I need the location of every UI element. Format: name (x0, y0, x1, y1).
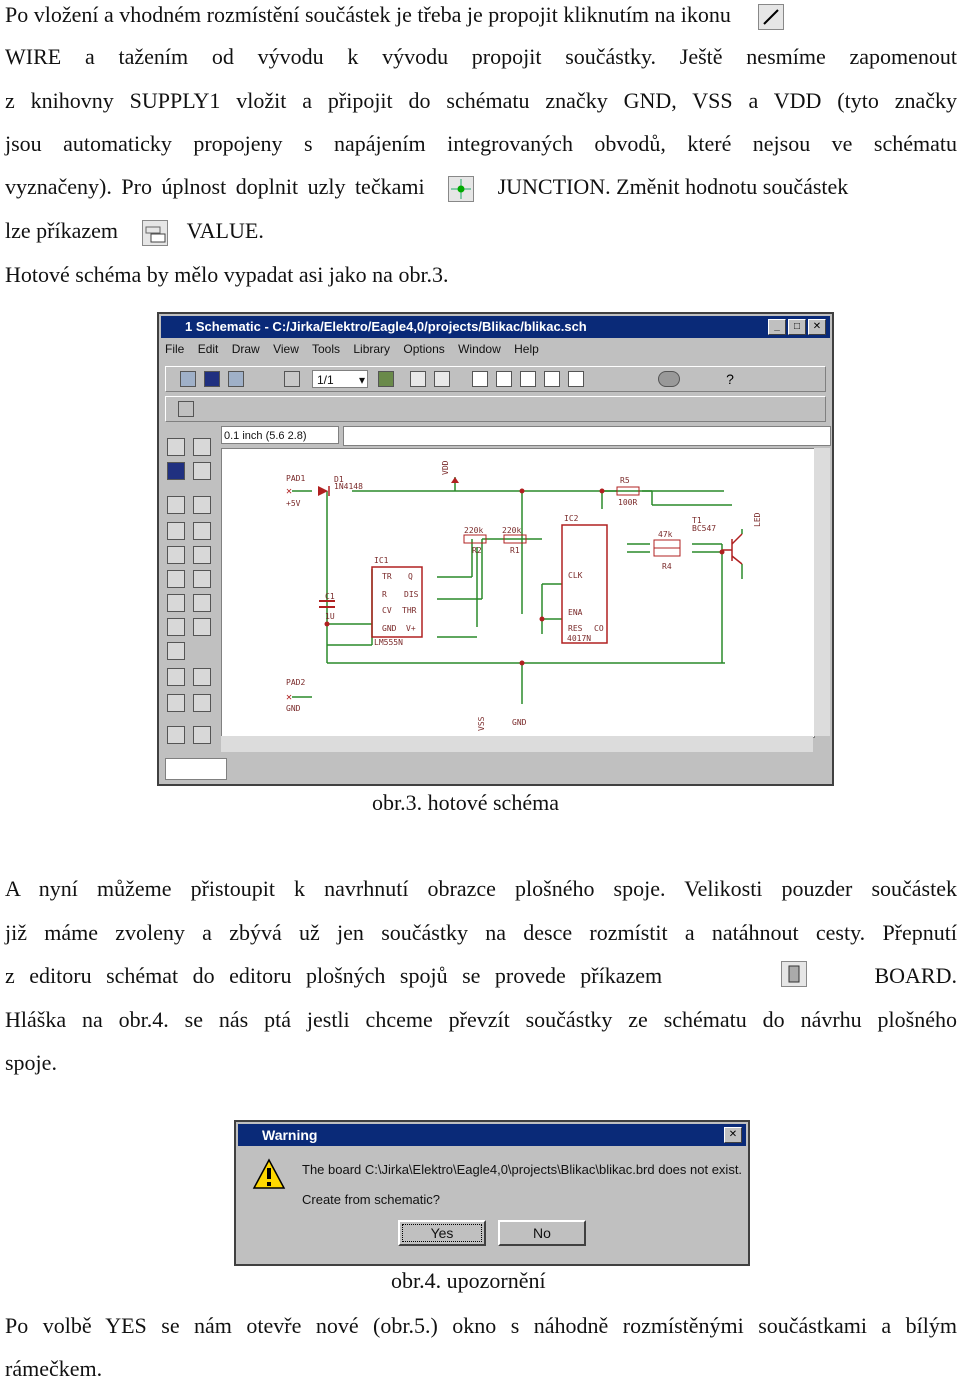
grid-icon[interactable] (178, 401, 194, 417)
label-t1: T1 (692, 516, 702, 525)
copy-icon[interactable] (193, 496, 211, 514)
board-icon[interactable] (284, 371, 300, 387)
p1-text: JUNCTION. Změnit hodnotu součástek (497, 174, 849, 199)
param-toolbar (165, 396, 826, 422)
invoke-icon[interactable] (193, 694, 211, 712)
label-r5: R5 (620, 476, 630, 485)
main-toolbar (165, 366, 826, 392)
label-clk: CLK (568, 571, 583, 580)
p1-line4: jsou automaticky propojeny s napájením integrovaných obvodů, které nejsou ve schématu (5, 131, 957, 156)
label-cv: CV (382, 606, 392, 615)
label-r2-value: 220k (464, 526, 484, 535)
mark-icon[interactable] (193, 462, 211, 480)
p1-line6 (5, 216, 264, 246)
zoom-out-icon[interactable] (520, 371, 536, 387)
label-vdd: VDD (441, 460, 450, 475)
dialog-title: Warning (262, 1127, 318, 1143)
transistor-t1 (722, 534, 742, 564)
label-gnd-pin: GND (382, 624, 397, 633)
junction-tool-icon (448, 176, 474, 202)
wire-tool-icon (758, 4, 784, 30)
wires (292, 477, 742, 704)
label-ic1-value: LM555N (374, 638, 403, 647)
component-labels (286, 460, 762, 731)
label-vss: VSS (477, 716, 486, 731)
warning-dialog (234, 1120, 750, 1266)
label-res: RES (568, 624, 583, 633)
help-icon[interactable]: ? (722, 371, 738, 387)
dialog-message-2: Create from schematic? (302, 1192, 440, 1207)
label-r4: R4 (662, 562, 672, 571)
horizontal-scrollbar[interactable] (221, 736, 813, 752)
p2-text: z editoru schémat do editoru plošných spojů se provede příkazem (5, 963, 663, 988)
label-r3: 47k (658, 530, 673, 539)
label-ena: ENA (568, 608, 583, 617)
label-led: LED (753, 512, 762, 527)
delete-icon[interactable] (167, 594, 185, 612)
sheet-select[interactable] (312, 370, 368, 388)
open-icon[interactable] (180, 371, 196, 387)
label-dis: DIS (404, 590, 419, 599)
use-library-icon[interactable] (378, 371, 394, 387)
dialog-message-1: The board C:\Jirka\Elektro\Eagle4,0\projects\Blikac\blikac.brd does not exist. (302, 1162, 743, 1177)
schematic-canvas[interactable] (221, 448, 815, 738)
label-r1: R1 (510, 546, 520, 555)
dialog-close-button[interactable]: ✕ (724, 1127, 742, 1143)
p1-line2: WIRE a tažením od vývodu k vývodu propojit součástky. Ještě nesmíme zapomenout (5, 44, 957, 69)
menu-draw[interactable]: Draw (231, 342, 260, 356)
menu-view[interactable]: View (273, 342, 299, 356)
menu-library[interactable]: Library (353, 342, 391, 356)
wire-icon[interactable] (167, 726, 185, 744)
menubar (165, 342, 549, 362)
sheet-select-value: 1/1 (317, 373, 334, 387)
change-icon[interactable] (193, 546, 211, 564)
zoom-in-icon[interactable] (496, 371, 512, 387)
p2-line3 (5, 961, 957, 991)
split-icon[interactable] (167, 694, 185, 712)
label-5v: +5V (286, 499, 301, 508)
zoom-fit-icon[interactable] (472, 371, 488, 387)
name-icon[interactable] (167, 618, 185, 636)
resistor-r4 (654, 548, 680, 556)
warning-icon (252, 1158, 286, 1190)
label-vplus: V+ (406, 624, 416, 633)
label-gnd: GND (286, 704, 301, 713)
value-icon[interactable] (193, 618, 211, 636)
menu-window[interactable]: Window (458, 342, 501, 356)
schematic-window (157, 312, 834, 786)
p3-line2: rámečkem. (5, 1356, 103, 1381)
pad1-mark: ✕ (286, 486, 293, 497)
p1-text: lze příkazem (5, 218, 118, 243)
label-ic2: IC2 (564, 514, 579, 523)
rotate-icon[interactable] (193, 522, 211, 540)
label-c1: C1 (325, 592, 335, 601)
p1-line5 (5, 172, 848, 202)
p1-text: Po vložení a vhodném rozmístění součástek je třeba je propojit kliknutím na ikonu (5, 2, 731, 27)
cut-icon[interactable] (167, 570, 185, 588)
menu-tools[interactable]: Tools (312, 342, 341, 356)
show-icon[interactable] (193, 438, 211, 456)
smash-icon[interactable] (167, 642, 185, 660)
value-tool-icon (142, 220, 168, 246)
no-button[interactable]: No (498, 1220, 586, 1246)
p2-line1: A nyní můžeme přistoupit k navrhnutí obrazce plošného spoje. Velikosti pouzder součástek (5, 876, 957, 901)
redraw-icon[interactable] (544, 371, 560, 387)
pad2-mark: ✕ (286, 692, 293, 703)
label-pad2: PAD2 (286, 678, 306, 687)
p3-line1: Po volbě YES se nám otevře nové (obr.5.) okno s náhodně rozmístěnými součástkami a bílým (5, 1313, 957, 1338)
p2-line5: spoje. (5, 1050, 57, 1075)
status-bar (165, 758, 227, 780)
command-input[interactable] (343, 426, 831, 446)
label-thr: THR (402, 606, 417, 615)
info-icon[interactable] (167, 438, 185, 456)
label-q: Q (408, 572, 413, 581)
label-t1-value: BC547 (692, 524, 717, 533)
save-icon[interactable] (204, 371, 220, 387)
menu-file[interactable]: File (165, 342, 185, 356)
label-r1-value: 220k (502, 526, 522, 535)
window-title: 1 Schematic - C:/Jirka/Elektro/Eagle4,0/projects/Blikac/blikac.sch (185, 319, 587, 334)
label-pad1: PAD1 (286, 474, 306, 483)
text-icon[interactable] (193, 726, 211, 744)
label-d1-value: 1N4148 (334, 482, 363, 491)
mirror-icon[interactable] (167, 522, 185, 540)
p2-text: BOARD. (874, 963, 957, 988)
gateswap-icon[interactable] (193, 668, 211, 686)
menu-edit[interactable]: Edit (197, 342, 219, 356)
stop-icon[interactable] (658, 371, 680, 387)
scr-icon[interactable] (410, 371, 426, 387)
display-icon[interactable] (167, 462, 185, 480)
pinswap-icon[interactable] (167, 668, 185, 686)
label-ic2-value: 4017N (567, 634, 592, 643)
label-r: R (382, 590, 387, 599)
board-command-icon (781, 961, 807, 987)
dialog-titlebar (238, 1124, 746, 1146)
paste-icon[interactable] (193, 570, 211, 588)
figure4-caption: obr.4. upozornění (391, 1268, 546, 1293)
resistor-r3 (654, 540, 680, 548)
label-tr: TR (382, 572, 392, 581)
close-button[interactable]: ✕ (808, 319, 826, 335)
label-gnd-symbol: GND (512, 718, 527, 727)
p1-line3: z knihovny SUPPLY1 vložit a připojit do schématu značky GND, VSS a VDD (tyto značky (5, 88, 957, 113)
yes-button[interactable]: Yes (398, 1220, 486, 1246)
maximize-button[interactable]: □ (788, 319, 806, 335)
vertical-scrollbar[interactable] (814, 448, 830, 736)
menu-help[interactable]: Help (514, 342, 539, 356)
p1-text: VALUE. (186, 218, 264, 243)
label-r2: R2 (472, 546, 482, 555)
window-titlebar (161, 316, 830, 338)
ulp-icon[interactable] (434, 371, 450, 387)
schematic-drawing (222, 449, 814, 737)
p2-line2: již máme zvoleny a zbývá už jen součástky na desce rozmístit a natáhnout cesty. Přepnutí (5, 920, 957, 945)
move-icon[interactable] (167, 496, 185, 514)
p2-line4: Hláška na obr.4. se nás ptá jestli chceme převzít součástky ze schématu do návrhu plošného (5, 1007, 957, 1032)
label-c1-value: 1U (325, 612, 335, 621)
figure3-caption: obr.3. hotové schéma (372, 790, 559, 815)
side-toolbar (165, 428, 215, 758)
label-co: CO (594, 624, 604, 633)
zoom-area-icon[interactable] (568, 371, 584, 387)
chevron-down-icon: ▾ (358, 373, 365, 387)
undo-icon[interactable] (604, 371, 620, 387)
redo-icon[interactable] (628, 371, 644, 387)
coordinate-display: 0.1 inch (5.6 2.8) (221, 426, 339, 444)
label-d1: D1 (334, 475, 344, 484)
p1-line7: Hotové schéma by mělo vypadat asi jako na obr.3. (5, 262, 449, 287)
label-ic1: IC1 (374, 556, 389, 565)
p1-line1 (5, 0, 784, 30)
p1-text: vyznačeny). Pro úplnost doplnit uzly tečkami (5, 174, 425, 199)
vdd-symbol (451, 477, 459, 483)
minimize-button[interactable]: _ (768, 319, 786, 335)
label-r5-value: 100R (618, 498, 638, 507)
add-icon[interactable] (193, 594, 211, 612)
group-icon[interactable] (167, 546, 185, 564)
menu-options[interactable]: Options (403, 342, 445, 356)
print-icon[interactable] (228, 371, 244, 387)
